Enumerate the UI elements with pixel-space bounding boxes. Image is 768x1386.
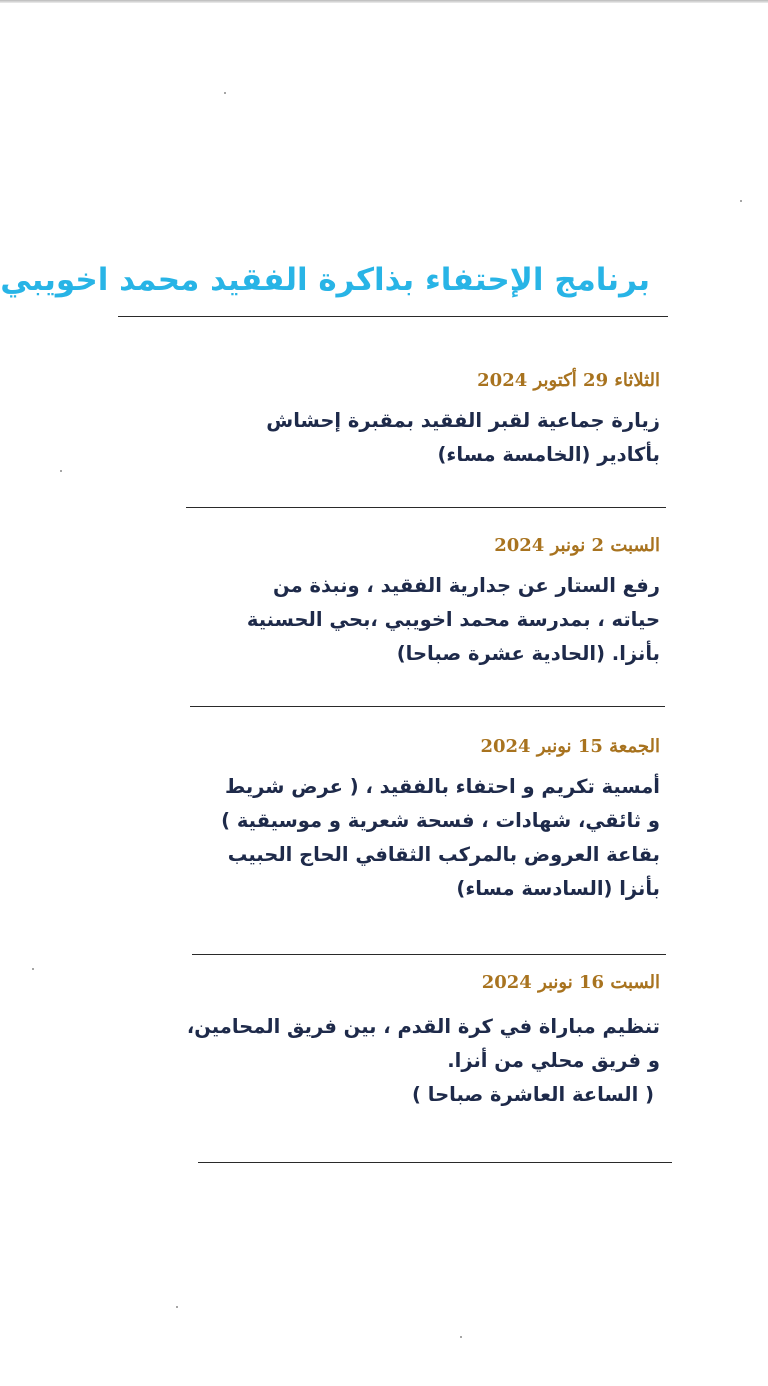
event-description xyxy=(200,404,660,472)
event-line: و فريق محلي من أنزا. xyxy=(447,1049,660,1072)
event-2 xyxy=(200,533,660,671)
event-date: السبت 2 نونبر 2024 xyxy=(494,535,660,556)
event-line: زيارة جماعية لقبر الفقيد بمقبرة إحشاش xyxy=(266,409,660,432)
scan-speck xyxy=(60,470,62,472)
event-4 xyxy=(186,970,660,1112)
event-divider xyxy=(190,706,665,707)
event-line: بأنزا. (الحادية عشرة صباحا) xyxy=(396,642,660,665)
event-line: بأكادير (الخامسة مساء) xyxy=(437,443,660,466)
event-date: الجمعة 15 نونبر 2024 xyxy=(480,736,660,757)
scan-speck xyxy=(460,1336,462,1338)
scan-speck xyxy=(32,968,34,970)
event-1 xyxy=(200,368,660,472)
event-line: ( الساعة العاشرة صباحا ) xyxy=(412,1083,654,1106)
event-description xyxy=(200,569,660,671)
program-title: برنامج الإحتفاء بذاكرة الفقيد محمد اخويبي xyxy=(0,262,650,298)
event-line: رفع الستار عن جدارية الفقيد ، ونبذة من xyxy=(273,574,660,597)
event-description xyxy=(186,1010,660,1112)
scan-speck xyxy=(176,1306,178,1308)
event-3 xyxy=(200,734,660,906)
scan-speck xyxy=(224,92,226,94)
event-divider xyxy=(192,954,666,955)
event-line: بأنزا (السادسة مساء) xyxy=(456,877,660,900)
event-line: أمسية تكريم و احتفاء بالفقيد ، ( عرض شريط xyxy=(224,775,660,798)
event-divider xyxy=(186,507,666,508)
closing-divider xyxy=(198,1162,672,1163)
event-date: السبت 16 نونبر 2024 xyxy=(481,972,660,993)
event-line: تنظيم مباراة في كرة القدم ، بين فريق المحامين، xyxy=(186,1015,660,1038)
scan-speck xyxy=(740,200,742,202)
event-line: بقاعة العروض بالمركب الثقافي الحاج الحبيب xyxy=(227,843,660,866)
event-line: حياته ، بمدرسة محمد اخويبي ،بحي الحسنية xyxy=(246,608,660,631)
event-description xyxy=(200,770,660,906)
event-date: الثلاثاء 29 أكتوبر 2024 xyxy=(477,370,660,391)
event-line: و ثائقي، شهادات ، فسحة شعرية و موسيقية ) xyxy=(221,809,660,832)
title-underline xyxy=(118,316,668,317)
